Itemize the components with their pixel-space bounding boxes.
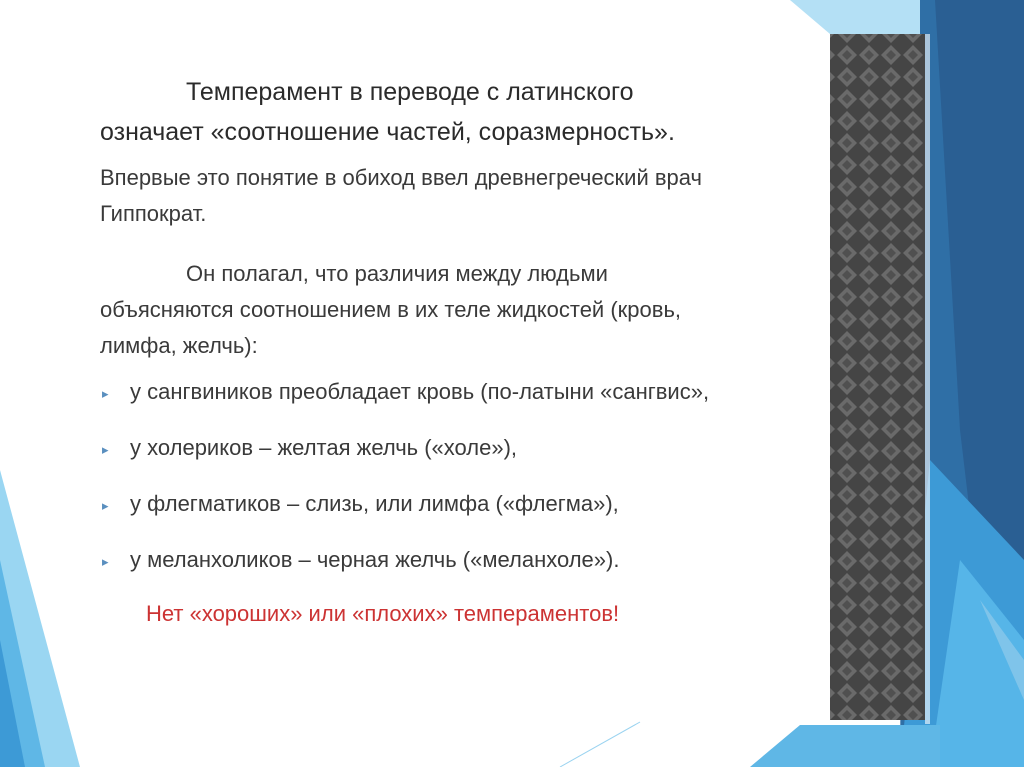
title-line-2: означает «соотношение частей, соразмерность». xyxy=(100,118,675,146)
slide-content xyxy=(100,72,790,630)
bullet-arrow-icon: ▸ xyxy=(102,386,109,401)
list-item-text: у холериков – желтая желчь («холе»), xyxy=(130,435,518,460)
list-item-text: у флегматиков – слизь, или лимфа («флегма»), xyxy=(130,491,619,516)
list-item xyxy=(100,542,790,578)
intro-line-1: Впервые это понятие в обиход ввел древнегреческий врач xyxy=(100,165,703,190)
intro-paragraph xyxy=(100,160,790,232)
belief-paragraph xyxy=(100,256,790,364)
title-line-1: Темперамент в переводе с латинского xyxy=(186,78,634,106)
bullet-arrow-icon: ▸ xyxy=(102,498,109,513)
list-item-text: у сангвиников преобладает кровь (по-латыни «сангвис», xyxy=(130,379,710,404)
bullet-arrow-icon: ▸ xyxy=(102,442,109,457)
list-item xyxy=(100,486,790,522)
belief-line-1: Он полагал, что различия между людьми xyxy=(186,261,608,286)
list-item xyxy=(100,430,790,466)
temperament-list xyxy=(100,374,790,578)
belief-line-3: лимфа, желчь): xyxy=(100,333,258,358)
bullet-arrow-icon: ▸ xyxy=(102,554,109,569)
highlight-note: Нет «хороших» или «плохих» темпераментов! xyxy=(146,601,620,626)
intro-line-2: Гиппократ. xyxy=(100,201,207,226)
belief-line-2: объясняются соотношением в их теле жидкостей (кровь, xyxy=(100,297,682,322)
title-text xyxy=(100,72,790,152)
list-item-text: у меланхоликов – черная желчь («меланхоле»). xyxy=(130,547,620,572)
list-item xyxy=(100,374,790,410)
